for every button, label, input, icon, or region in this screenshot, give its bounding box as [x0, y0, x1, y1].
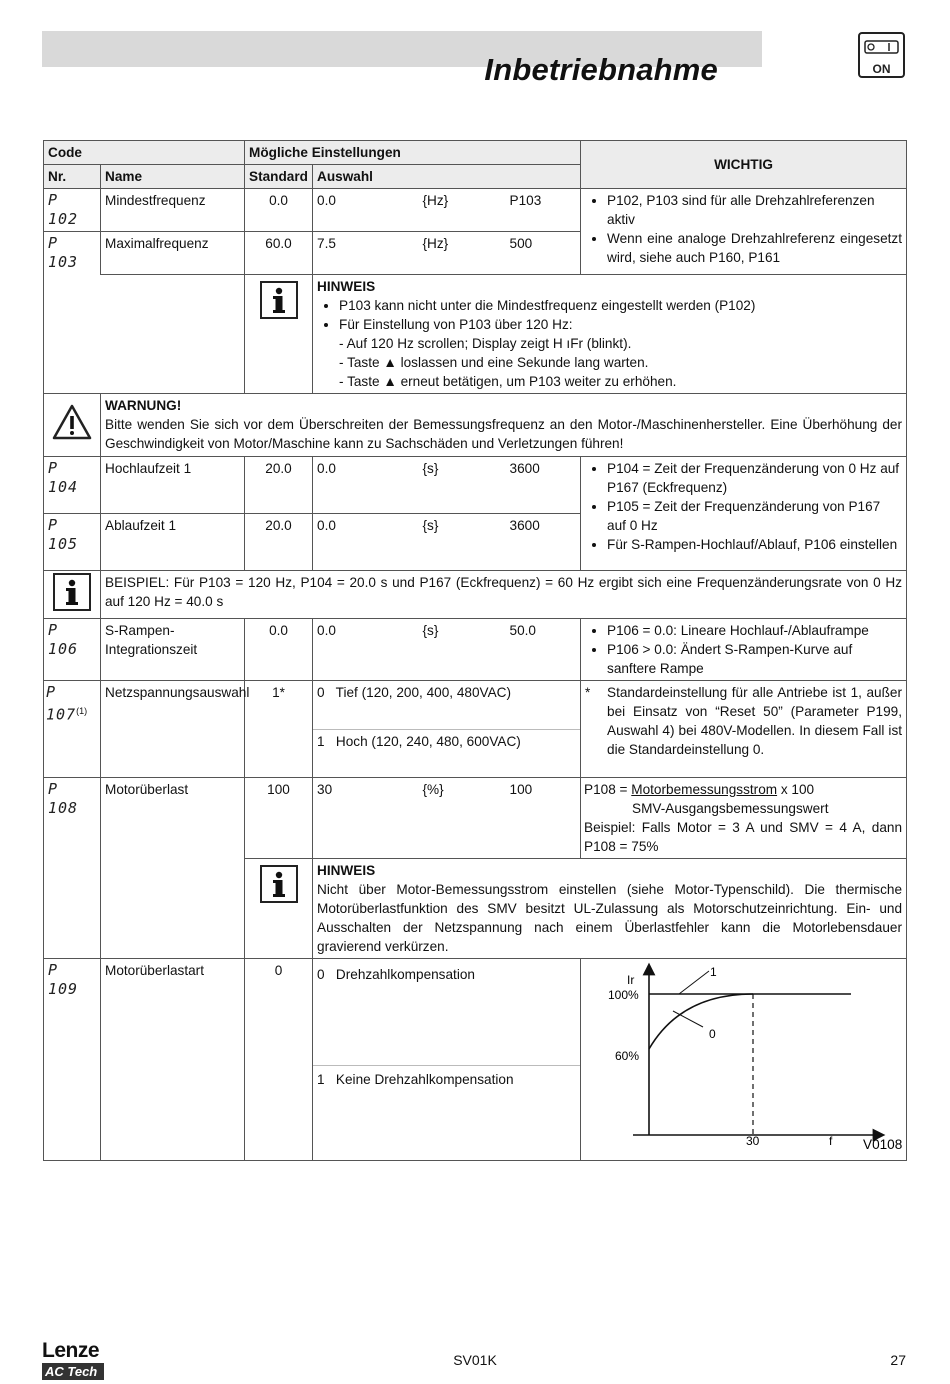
parameter-table — [43, 140, 907, 1161]
formula-example: Beispiel: Falls Motor = 3 A und SMV = 4 A, dann P108 = 75% — [584, 819, 903, 854]
col-header-standard: Standard — [245, 165, 313, 189]
formula-denominator: SMV-Ausgangsbemessungswert — [632, 800, 829, 816]
hint-item: • P103 kann nicht unter die Mindestfrequenz eingestellt werden (P102) — [339, 296, 902, 315]
curve-0-label: 0 — [709, 1026, 716, 1041]
option-label: Tief (120, 200, 400, 480VAC) — [335, 684, 511, 700]
param-unit: {Hz} — [419, 232, 506, 275]
tick-30: 30 — [746, 1133, 760, 1148]
footnote-mark: (1) — [76, 705, 88, 716]
note-text: Standardeinstellung für alle Antriebe ist 1, außer bei Einsatz von “Reset 50” (Parameter P199, Auswahl 4) bei 480V-Modellen. In diesem Fall ist die Standardeinstellung 0. — [607, 684, 903, 757]
table-row — [44, 456, 907, 513]
param-max: 50.0 — [506, 618, 581, 680]
param-standard: 20.0 — [245, 456, 313, 513]
curve-1-leader — [679, 971, 709, 994]
option-1 — [313, 1065, 580, 1093]
option-label: Drehzahlkompensation — [335, 966, 475, 982]
asterisk: * — [585, 684, 591, 700]
hint-item: • Für Einstellung von P103 über 120 Hz: — [339, 315, 902, 334]
param-name: Ablaufzeit 1 — [101, 513, 245, 570]
param-code: P 108 — [48, 779, 79, 817]
param-code: P 104 — [48, 458, 79, 496]
info-icon — [260, 865, 298, 903]
table-row — [44, 777, 907, 858]
col-header-selection: Auswahl — [313, 165, 581, 189]
col-header-important: WICHTIG — [581, 141, 907, 189]
hint-step: - Auf 120 Hz scrollen; Display zeigt H ıFr (blinkt). — [339, 335, 632, 351]
doc-id: SV01K — [453, 1352, 497, 1368]
param-min: 30 — [313, 777, 419, 858]
col-header-code: Code — [44, 141, 245, 165]
important-notes — [581, 618, 907, 680]
param-max: 3600 — [506, 456, 581, 513]
table-row — [44, 393, 907, 456]
col-header-name: Name — [101, 165, 245, 189]
param-unit: {Hz} — [419, 189, 506, 232]
important-notes — [581, 456, 907, 570]
table-row — [44, 274, 907, 393]
table-row — [44, 958, 907, 1160]
param-code: P 103 — [48, 234, 79, 271]
option-number: 0 — [317, 684, 325, 700]
page-title: Inbetriebnahme — [484, 52, 718, 87]
param-code: P 107 — [46, 682, 77, 724]
overload-graph — [581, 959, 905, 1160]
warning-text: Bitte wenden Sie sich vor dem Überschreiten der Bemessungsfrequenz an den Motor-/Maschinenhersteller. Eine Überhöhung der Geschwindigkeit von Motor/Maschine kann zu Sachschäden und Verletzungen führen! — [105, 416, 903, 451]
param-name: Maximalfrequenz — [101, 232, 245, 275]
table-row — [44, 680, 907, 777]
important-notes — [581, 680, 907, 777]
param-name: S-Rampen-Integrationszeit — [101, 618, 245, 680]
page-number: 27 — [890, 1352, 906, 1368]
hint-step: - Taste ▲ loslassen und eine Sekunde lang warten. — [339, 354, 649, 370]
hint-title: HINWEIS — [317, 278, 376, 294]
param-code: P 102 — [48, 191, 79, 228]
param-unit: {s} — [419, 456, 506, 513]
table-row — [44, 570, 907, 618]
formula-lhs: P108 = — [584, 781, 632, 797]
param-code: P 109 — [48, 960, 79, 998]
col-header-settings: Mögliche Einstellungen — [245, 141, 581, 165]
figure-ref: V0108 — [863, 1136, 903, 1152]
tick-60: 60% — [615, 1048, 640, 1063]
param-min: 0.0 — [313, 189, 419, 232]
param-name: Mindestfrequenz — [101, 189, 245, 232]
curve-0-line — [649, 994, 753, 1049]
example-text: BEISPIEL: Für P103 = 120 Hz, P104 = 20.0 s und P167 (Eckfrequenz) = 60 Hz ergibt sich eine Frequenzänderungsrate von 0 Hz auf 120 Hz = 40.0 s — [101, 570, 907, 618]
note-item: • P106 = 0.0: Lineare Hochlauf-/Ablauframpe — [607, 621, 902, 640]
hint-step: - Taste ▲ erneut betätigen, um P103 weiter zu erhöhen. — [339, 373, 677, 389]
hint-title: HINWEIS — [317, 862, 376, 878]
param-min: 7.5 — [313, 232, 419, 275]
note-item: • Für S-Rampen-Hochlauf/Ablauf, P106 einstellen — [607, 535, 902, 554]
param-standard: 20.0 — [245, 513, 313, 570]
x-axis-label: f — [829, 1133, 833, 1148]
param-code: P 106 — [48, 620, 79, 658]
param-standard: 1* — [245, 680, 313, 777]
warning-icon — [52, 404, 92, 440]
param-standard: 0.0 — [245, 618, 313, 680]
table-row — [44, 858, 907, 958]
param-name: Motorüberlastart — [101, 958, 245, 1160]
option-label: Keine Drehzahlkompensation — [335, 1071, 514, 1087]
param-min: 0.0 — [313, 456, 419, 513]
param-name: Motorüberlast — [101, 777, 245, 858]
param-min: 0.0 — [313, 513, 419, 570]
info-icon — [53, 573, 91, 611]
param-unit: {%} — [419, 777, 506, 858]
option-number: 1 — [317, 733, 325, 749]
param-standard: 0.0 — [245, 189, 313, 232]
param-standard: 0 — [245, 958, 313, 1160]
table-row — [44, 618, 907, 680]
param-code: P 105 — [48, 515, 79, 553]
y-axis-label: Ir — [627, 972, 635, 987]
svg-text:ON: ON — [872, 62, 891, 76]
power-on-icon — [858, 32, 905, 78]
note-item: • P105 = Zeit der Frequenzänderung von P167 auf 0 Hz — [607, 497, 902, 535]
option-0 — [313, 959, 580, 1065]
formula-factor: x 100 — [777, 781, 815, 797]
info-icon — [260, 281, 298, 319]
option-label: Hoch (120, 240, 480, 600VAC) — [335, 733, 521, 749]
option-number: 0 — [317, 966, 325, 982]
param-max: 3600 — [506, 513, 581, 570]
logo-subtext: AC Tech — [42, 1363, 104, 1380]
param-unit: {s} — [419, 513, 506, 570]
table-row — [44, 189, 907, 232]
option-1 — [313, 729, 580, 753]
important-notes — [581, 777, 907, 858]
param-name: Hochlaufzeit 1 — [101, 456, 245, 513]
tick-100: 100% — [608, 987, 639, 1002]
curve-1-label: 1 — [710, 964, 717, 979]
important-notes — [581, 189, 907, 275]
option-number: 1 — [317, 1071, 325, 1087]
logo-text: Lenze — [42, 1339, 100, 1362]
param-max: 500 — [506, 232, 581, 275]
hint-text: Nicht über Motor-Bemessungsstrom einstellen (siehe Motor-Typenschild). Die thermische Motorüberlastfunktion des SMV besitzt UL-Zulassung als Motorschutzeinrichtung. Ein- und Ausschalten der Netzspannung nach einem Überlastfehler kann die Motorlebensdauer gravierend verkürzen. — [317, 881, 903, 954]
note-item: • P102, P103 sind für alle Drehzahlreferenzen aktiv — [607, 191, 902, 229]
curve-0-leader — [673, 1011, 703, 1027]
param-unit: {s} — [419, 618, 506, 680]
param-standard: 60.0 — [245, 232, 313, 275]
param-max: 100 — [506, 777, 581, 858]
formula-numerator: Motorbemessungsstrom — [631, 781, 778, 797]
col-header-nr: Nr. — [44, 165, 101, 189]
option-0 — [313, 681, 580, 719]
param-min: 0.0 — [313, 618, 419, 680]
param-standard: 100 — [245, 777, 313, 858]
note-item: • P106 > 0.0: Ändert S-Rampen-Kurve auf sanftere Rampe — [607, 640, 902, 678]
warning-title: WARNUNG! — [105, 397, 182, 413]
param-name: Netzspannungsauswahl — [101, 680, 245, 777]
note-item: • P104 = Zeit der Frequenzänderung von 0 Hz auf P167 (Eckfrequenz) — [607, 459, 902, 497]
note-item: • Wenn eine analoge Drehzahlreferenz eingesetzt wird, siehe auch P160, P161 — [607, 229, 902, 267]
param-max: P103 — [506, 189, 581, 232]
